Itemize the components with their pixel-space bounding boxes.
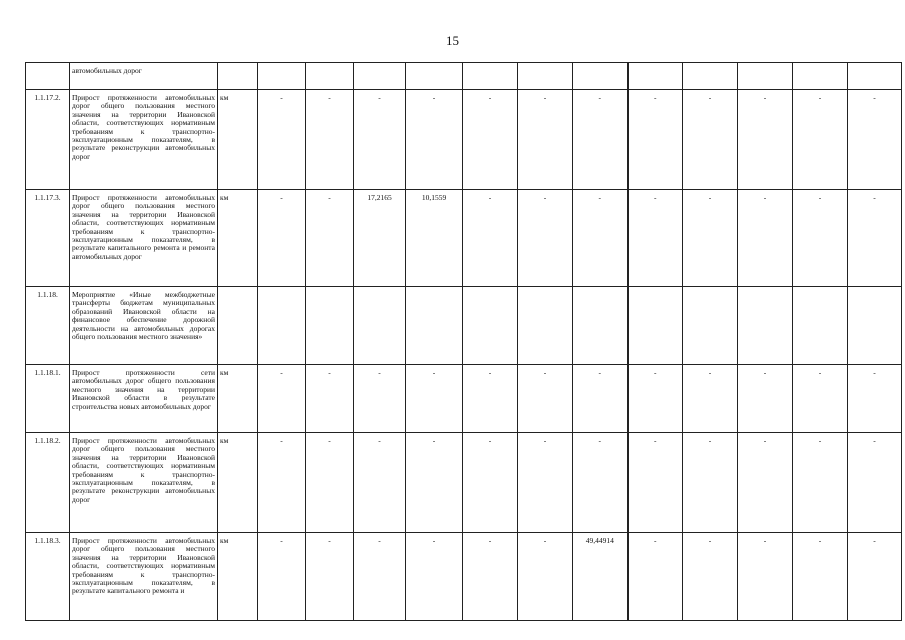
value-cell: - bbox=[793, 533, 848, 621]
value-cell: - bbox=[683, 190, 738, 287]
value-cell: - bbox=[406, 90, 463, 190]
table-row bbox=[26, 365, 902, 433]
value-cell bbox=[518, 63, 573, 90]
value-cell: - bbox=[738, 533, 793, 621]
value-cell: - bbox=[683, 533, 738, 621]
value-cell bbox=[793, 63, 848, 90]
value-cell: - bbox=[463, 365, 518, 433]
value-cell: - bbox=[793, 433, 848, 533]
value-cell: - bbox=[848, 533, 902, 621]
value-cell bbox=[683, 63, 738, 90]
row-code: 1.1.17.3. bbox=[26, 190, 70, 287]
value-cell: - bbox=[683, 365, 738, 433]
value-cell bbox=[354, 63, 406, 90]
value-cell: - bbox=[518, 190, 573, 287]
value-cell bbox=[518, 287, 573, 365]
value-cell: - bbox=[406, 533, 463, 621]
value-cell: - bbox=[628, 533, 683, 621]
value-cell bbox=[738, 63, 793, 90]
value-cell: - bbox=[738, 433, 793, 533]
row-unit: км bbox=[218, 90, 258, 190]
table-row bbox=[26, 90, 902, 190]
row-code bbox=[26, 63, 70, 90]
row-unit: км bbox=[218, 533, 258, 621]
table-row bbox=[26, 287, 902, 365]
value-cell bbox=[258, 287, 306, 365]
value-cell: - bbox=[573, 433, 628, 533]
value-cell bbox=[463, 63, 518, 90]
value-cell bbox=[306, 287, 354, 365]
row-description: автомобильных дорог bbox=[70, 63, 218, 90]
value-cell bbox=[258, 63, 306, 90]
value-cell bbox=[683, 287, 738, 365]
row-unit bbox=[218, 287, 258, 365]
row-code: 1.1.18.2. bbox=[26, 433, 70, 533]
row-description: Прирост протяженности автомобильных дорог общего пользования местного значения на территории Ивановской области, соответствующих нормативным требованиям к транспортно-эксплуатационным показателям, в результате капитального ремонта и bbox=[70, 533, 218, 621]
value-cell: - bbox=[354, 365, 406, 433]
value-cell: - bbox=[406, 365, 463, 433]
value-cell bbox=[463, 287, 518, 365]
row-unit: км bbox=[218, 433, 258, 533]
page-number: 15 bbox=[446, 33, 459, 48]
value-cell bbox=[573, 63, 628, 90]
row-code: 1.1.18.3. bbox=[26, 533, 70, 621]
value-cell bbox=[848, 63, 902, 90]
indicators-table bbox=[25, 62, 902, 621]
value-cell bbox=[354, 287, 406, 365]
value-cell: - bbox=[518, 433, 573, 533]
table-row bbox=[26, 433, 902, 533]
value-cell: - bbox=[573, 365, 628, 433]
value-cell: - bbox=[258, 433, 306, 533]
value-cell bbox=[738, 287, 793, 365]
value-cell: - bbox=[258, 365, 306, 433]
value-cell: - bbox=[738, 190, 793, 287]
value-cell: - bbox=[258, 533, 306, 621]
row-description: Прирост протяженности автомобильных дорог общего пользования местного значения на территории Ивановской области, соответствующих нормативным требованиям к транспортно-эксплуатационным показателям, в результате реконструкции автомобильных дорог bbox=[70, 90, 218, 190]
value-cell: - bbox=[573, 90, 628, 190]
value-cell bbox=[628, 287, 683, 365]
value-cell: - bbox=[738, 90, 793, 190]
value-cell: - bbox=[258, 190, 306, 287]
value-cell: - bbox=[463, 533, 518, 621]
value-cell: - bbox=[306, 433, 354, 533]
row-description: Прирост протяженности автомобильных дорог общего пользования местного значения на территории Ивановской области, соответствующих нормативным требованиям к транспортно-эксплуатационным показателям, в результате капитального ремонта и ремонта автомобильных дорог bbox=[70, 190, 218, 287]
value-cell: - bbox=[848, 433, 902, 533]
value-cell: - bbox=[463, 433, 518, 533]
table-body bbox=[26, 63, 902, 621]
row-description: Мероприятие «Иные межбюджетные трансферты бюджетам муниципальных образований Ивановской области на финансовое обеспечение дорожной деятельности на автомобильных дорогах общего пользования местного значения» bbox=[70, 287, 218, 365]
row-code: 1.1.17.2. bbox=[26, 90, 70, 190]
value-cell bbox=[628, 63, 683, 90]
row-unit: км bbox=[218, 365, 258, 433]
value-cell: - bbox=[848, 90, 902, 190]
value-cell: - bbox=[518, 365, 573, 433]
table-row bbox=[26, 63, 902, 90]
row-code: 1.1.18. bbox=[26, 287, 70, 365]
table-row bbox=[26, 533, 902, 621]
value-cell: - bbox=[628, 433, 683, 533]
value-cell: - bbox=[573, 190, 628, 287]
value-cell: - bbox=[683, 433, 738, 533]
value-cell bbox=[793, 287, 848, 365]
value-cell: - bbox=[793, 365, 848, 433]
row-unit: км bbox=[218, 190, 258, 287]
value-cell: - bbox=[793, 90, 848, 190]
value-cell: - bbox=[848, 365, 902, 433]
value-cell: - bbox=[354, 90, 406, 190]
value-cell: - bbox=[463, 190, 518, 287]
value-cell: - bbox=[518, 90, 573, 190]
value-cell bbox=[306, 63, 354, 90]
value-cell: 10,1559 bbox=[406, 190, 463, 287]
value-cell: - bbox=[683, 90, 738, 190]
value-cell: - bbox=[406, 433, 463, 533]
row-description: Прирост протяженности автомобильных дорог общего пользования местного значения на территории Ивановской области, соответствующих нормативным требованиям к транспортно-эксплуатационным показателям, в результате реконструкции автомобильных дорог bbox=[70, 433, 218, 533]
value-cell: - bbox=[628, 365, 683, 433]
value-cell: - bbox=[258, 90, 306, 190]
value-cell bbox=[573, 287, 628, 365]
value-cell: - bbox=[518, 533, 573, 621]
value-cell: - bbox=[306, 365, 354, 433]
value-cell: - bbox=[793, 190, 848, 287]
value-cell: - bbox=[354, 433, 406, 533]
value-cell bbox=[406, 287, 463, 365]
value-cell: - bbox=[628, 190, 683, 287]
value-cell: - bbox=[848, 190, 902, 287]
row-description: Прирост протяженности сети автомобильных дорог общего пользования местного значения на территории Ивановской области в результате строительства новых автомобильных дорог bbox=[70, 365, 218, 433]
row-code: 1.1.18.1. bbox=[26, 365, 70, 433]
value-cell: - bbox=[354, 533, 406, 621]
value-cell: 17,2165 bbox=[354, 190, 406, 287]
value-cell: - bbox=[306, 190, 354, 287]
value-cell: - bbox=[628, 90, 683, 190]
value-cell: - bbox=[306, 90, 354, 190]
row-unit bbox=[218, 63, 258, 90]
value-cell: - bbox=[738, 365, 793, 433]
value-cell: - bbox=[306, 533, 354, 621]
value-cell: - bbox=[463, 90, 518, 190]
value-cell bbox=[406, 63, 463, 90]
value-cell: 49,44914 bbox=[573, 533, 628, 621]
table-row bbox=[26, 190, 902, 287]
value-cell bbox=[848, 287, 902, 365]
